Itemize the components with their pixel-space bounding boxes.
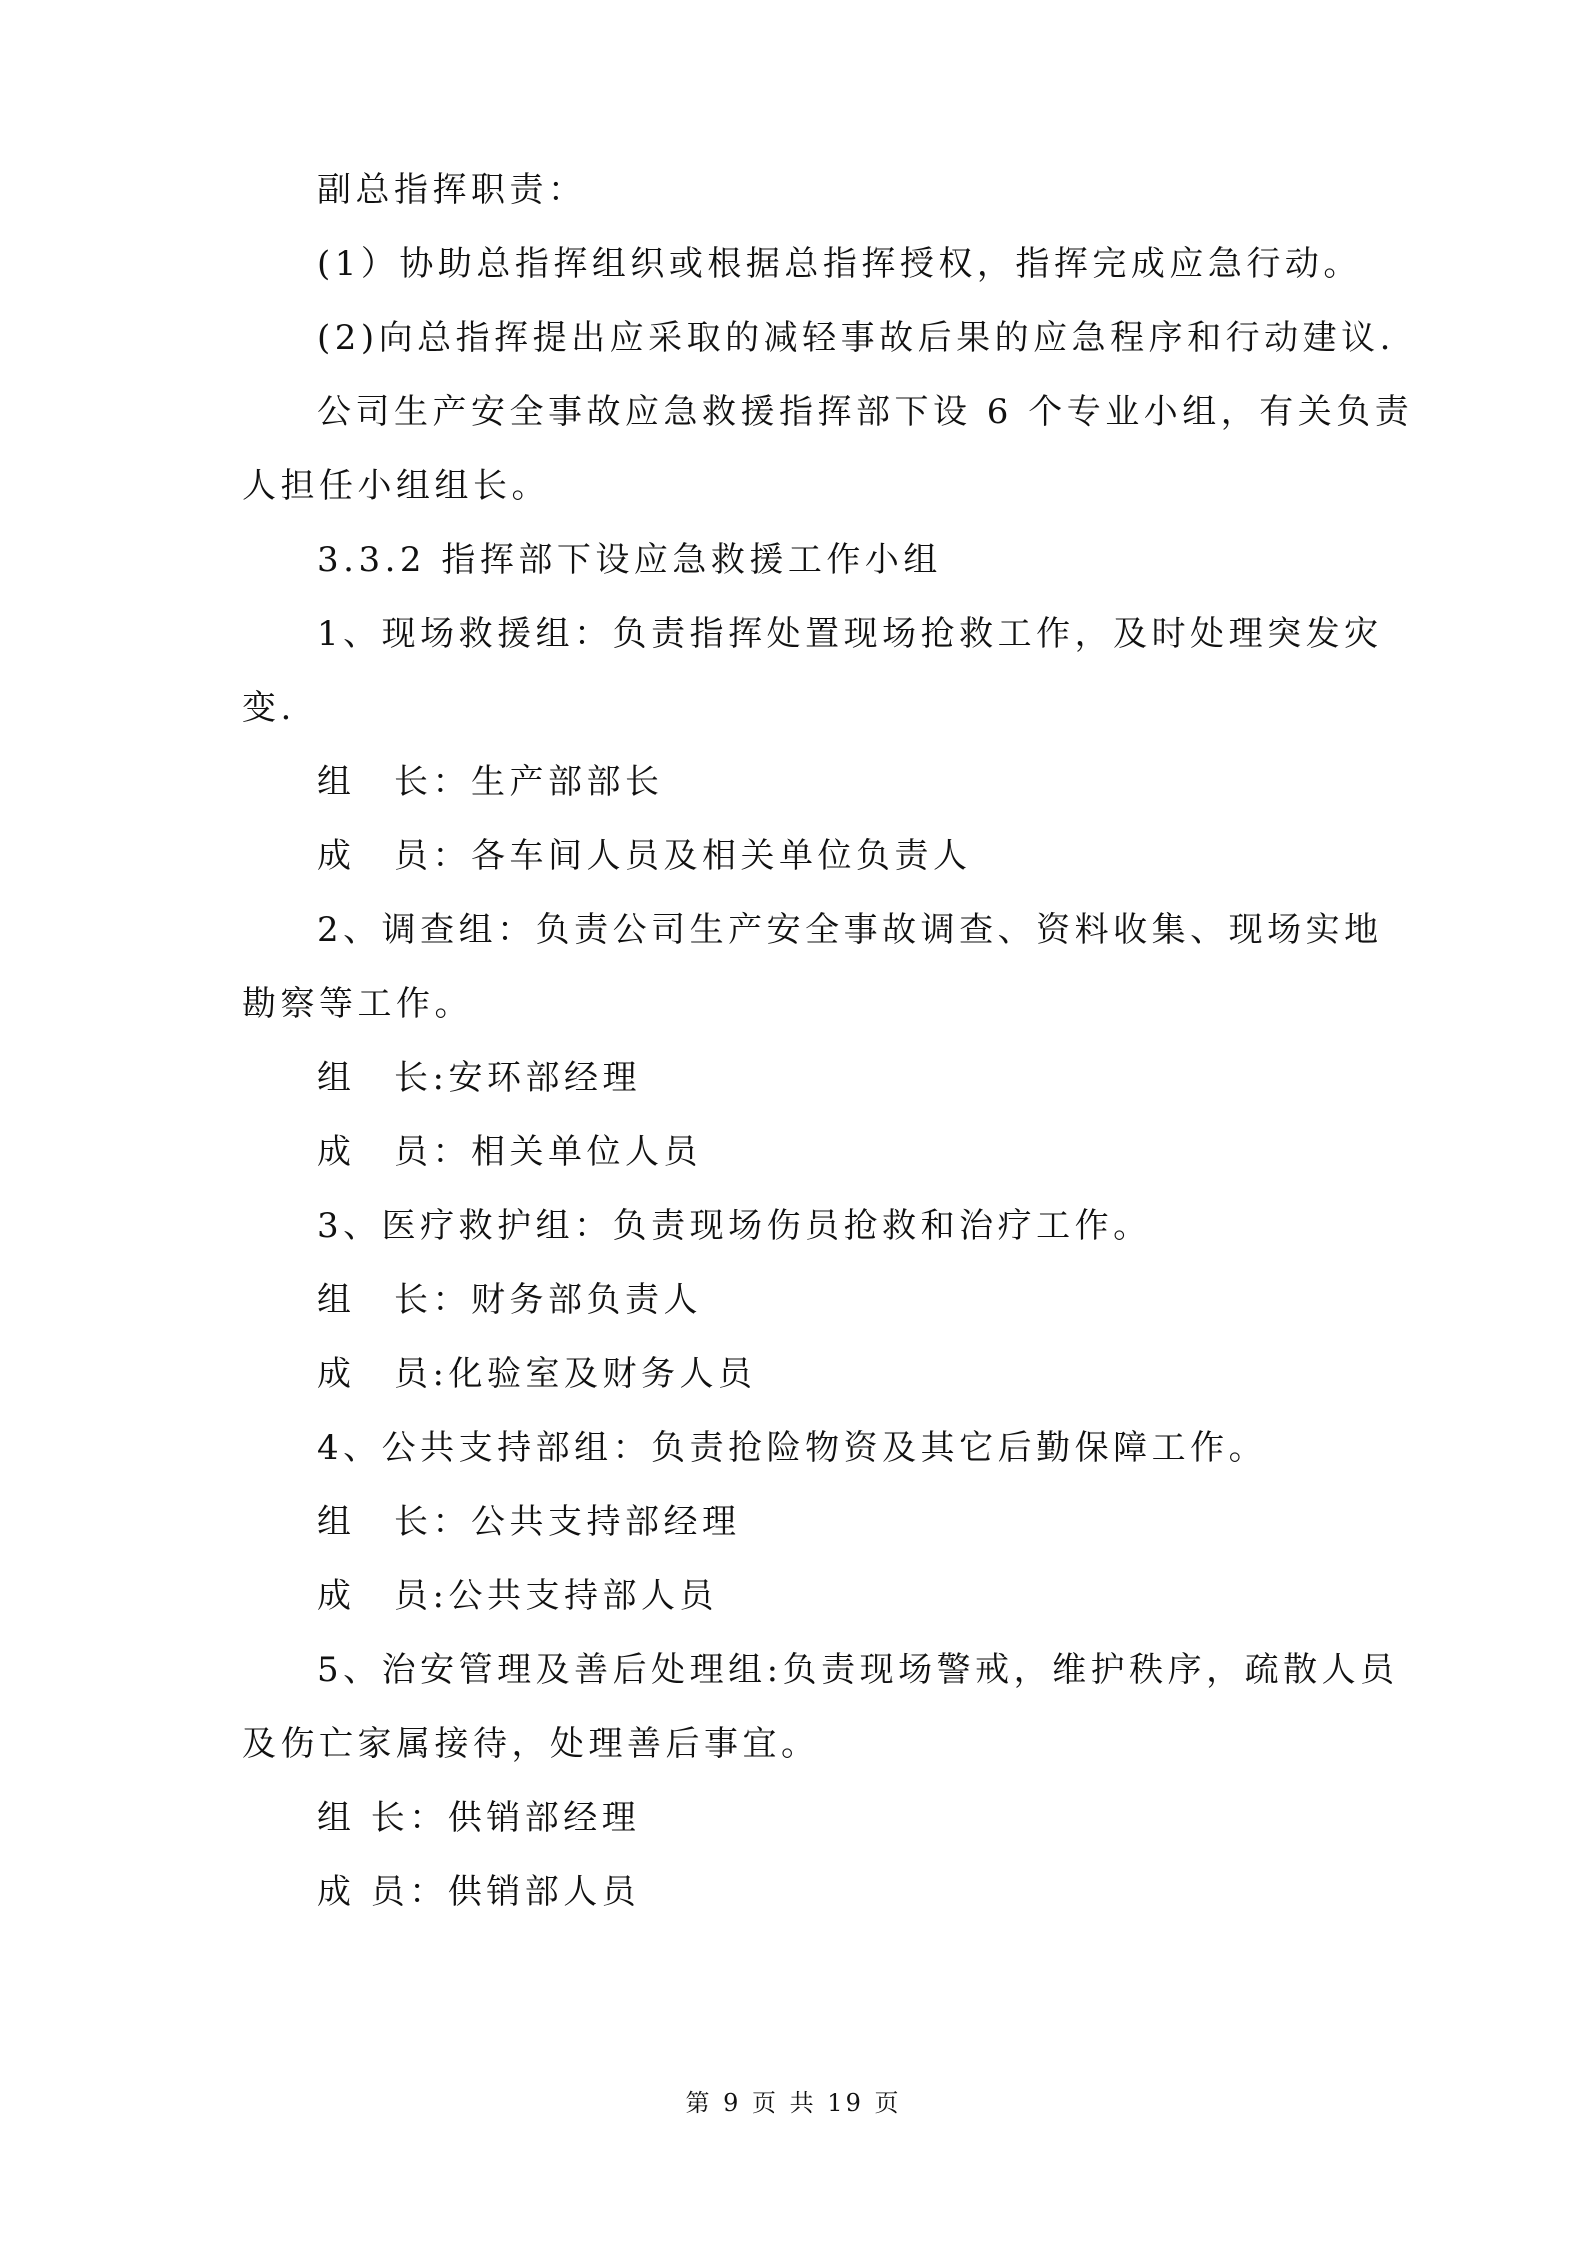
paragraph-group-5-cont: 及伤亡家属接待，处理善后事宜。 <box>242 1724 820 1764</box>
group-3-members: 成 员:化验室及财务人员 <box>317 1354 757 1394</box>
paragraph-group-1-cont: 变. <box>242 688 296 728</box>
paragraph-groups-intro-cont: 人担任小组组长。 <box>242 466 550 506</box>
group-3-leader: 组 长：财务部负责人 <box>317 1280 702 1320</box>
group-5-members: 成 员：供销部人员 <box>317 1872 641 1912</box>
paragraph-duty-1: (1）协助总指挥组织或根据总指挥授权，指挥完成应急行动。 <box>317 244 1362 284</box>
group-5-leader: 组 长：供销部经理 <box>317 1798 641 1838</box>
section-heading-3-3-2: 3.3.2 指挥部下设应急救援工作小组 <box>317 540 942 580</box>
group-4-leader: 组 长：公共支持部经理 <box>317 1502 741 1542</box>
paragraph-group-1: 1、现场救援组：负责指挥处置现场抢救工作，及时处理突发灾 <box>317 614 1383 654</box>
paragraph-groups-intro: 公司生产安全事故应急救援指挥部下设 6 个专业小组，有关负责 <box>317 392 1414 432</box>
paragraph-group-5: 5、治安管理及善后处理组:负责现场警戒，维护秩序，疏散人员 <box>317 1650 1399 1690</box>
paragraph-group-3: 3、医疗救护组：负责现场伤员抢救和治疗工作。 <box>317 1206 1152 1246</box>
paragraph-group-4: 4、公共支持部组：负责抢险物资及其它后勤保障工作。 <box>317 1428 1268 1468</box>
group-4-members: 成 员:公共支持部人员 <box>317 1576 718 1616</box>
page-number-footer: 第 9 页 共 19 页 <box>685 2089 902 2117</box>
group-2-leader: 组 长:安环部经理 <box>317 1058 641 1098</box>
group-1-leader: 组 长：生产部部长 <box>317 762 664 802</box>
paragraph-duty-2: (2)向总指挥提出应采取的减轻事故后果的应急程序和行动建议. <box>317 318 1395 358</box>
paragraph-group-2-cont: 勘察等工作。 <box>242 984 473 1024</box>
paragraph-deputy-commander-duties: 副总指挥职责： <box>317 170 587 210</box>
group-2-members: 成 员：相关单位人员 <box>317 1132 702 1172</box>
paragraph-group-2: 2、调查组：负责公司生产安全事故调查、资料收集、现场实地 <box>317 910 1383 950</box>
group-1-members: 成 员：各车间人员及相关单位负责人 <box>317 836 972 876</box>
